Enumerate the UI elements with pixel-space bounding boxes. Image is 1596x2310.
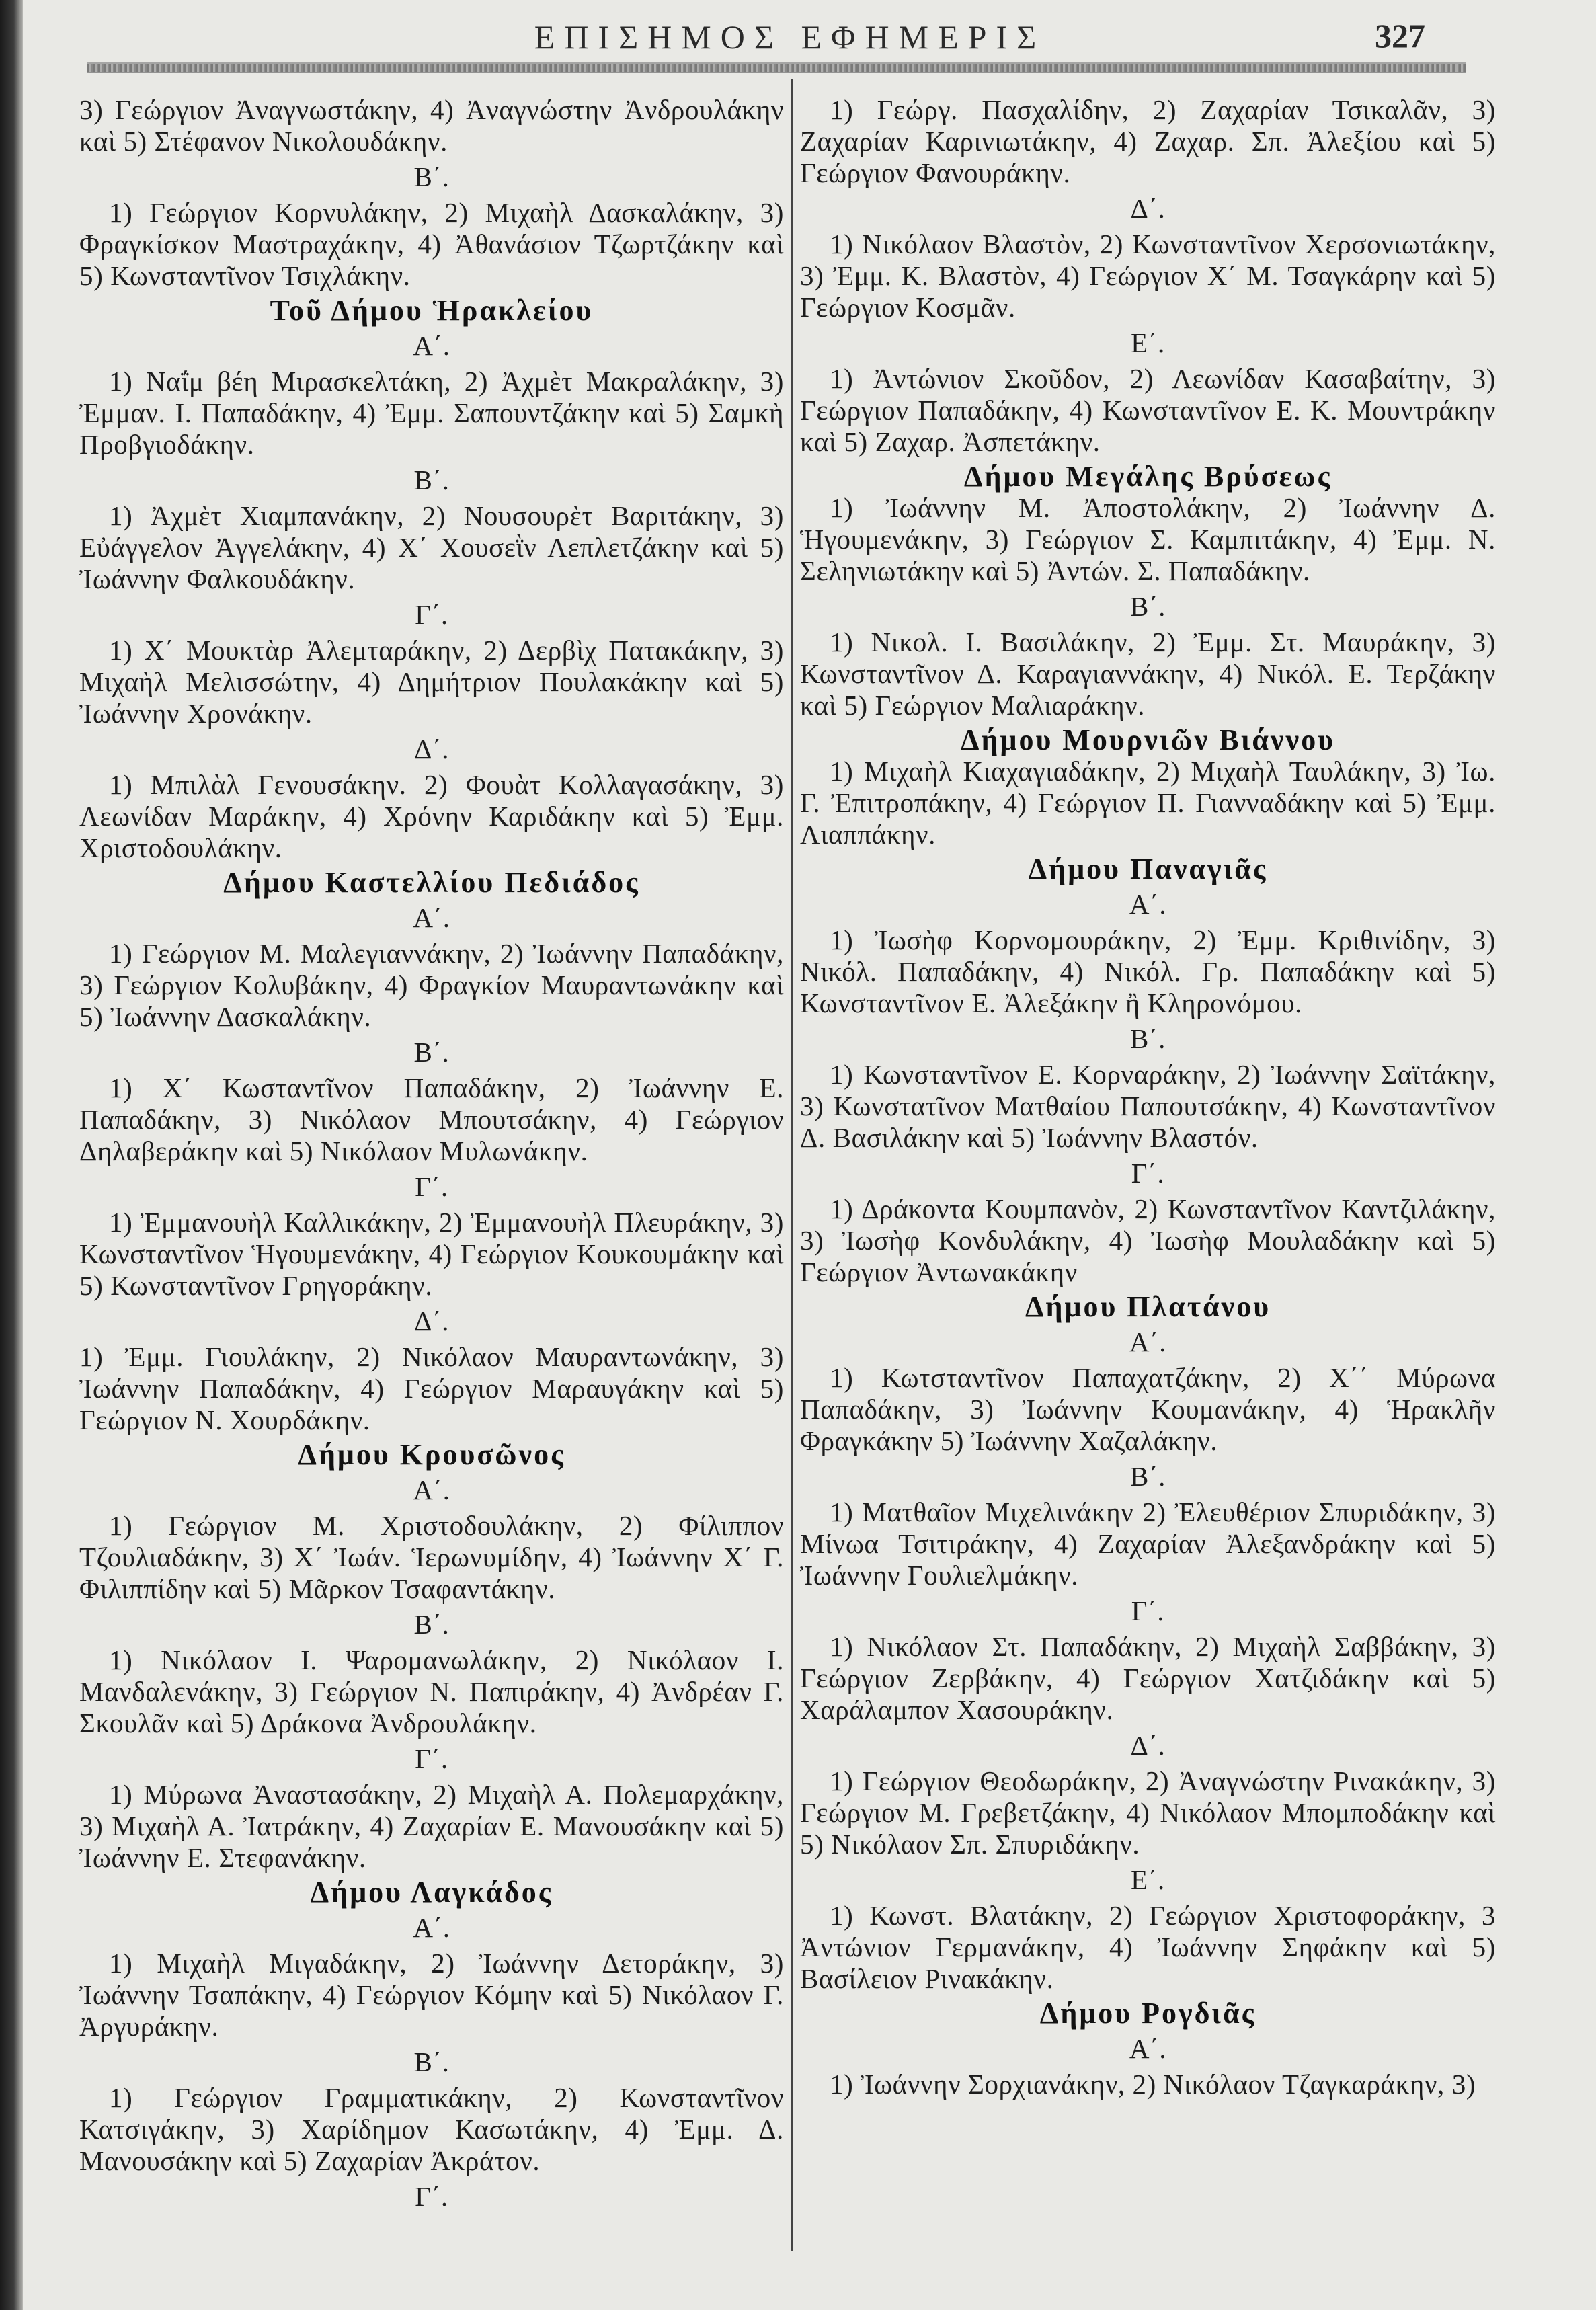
section-letter: Β΄. [413,2046,450,2077]
section-letter: Δ΄. [1130,1730,1166,1761]
municipality-heading: Δήμου Μουρνιῶν Βιάννου [960,723,1336,756]
section-letter: Β΄. [1129,1023,1166,1054]
nominee-paragraph: 1) Ἐμμανουὴλ Καλλικάκην, 2) Ἐμμανουὴλ Πλευράκην, 3) Κωνσταντῖνον Ἡγουμενάκην, 4) Γεώργιον Κουκουμάκην καὶ 5) Κωνσταντῖνον Γρηγοράκην. [79,1207,784,1301]
section-letter: Δ΄. [413,1306,450,1337]
municipality-heading: Τοῦ Δήμου Ἡρακλείου [270,294,594,327]
header-ornamental-rule [87,62,1466,73]
nominee-paragraph: 1) Γεώργιον Κορνυλάκην, 2) Μιχαὴλ Δασκαλάκην, 3) Φραγκίσκον Μαστραχάκην, 4) Ἀθανάσιον Τζωρτζάκην καὶ 5) Κωνσταντῖνον Τσιχλάκην. [79,197,784,291]
section-letter: Α΄. [1129,2033,1167,2064]
section-letter: Δ΄. [1130,193,1166,224]
section-letter: Δ΄. [413,733,450,764]
section-letter: Γ΄. [1131,1158,1165,1189]
nominee-paragraph: 3) Γεώργιον Ἀναγνωστάκην, 4) Ἀναγνώστην Ἀνδρουλάκην καὶ 5) Στέφανον Νικολουδάκην. [79,94,784,157]
page-header [81,12,1499,59]
right-column [800,94,1496,2103]
nominee-paragraph: 1) Ματθαῖον Μιχελινάκην 2) Ἐλευθέριον Σπυριδάκην, 3) Μίνωα Τσιτιράκην, 4) Ζαχαρίαν Ἀλεξανδράκην καὶ 5) Ἰωάννην Γουλιελμάκην. [800,1497,1496,1591]
gazette-title: ΕΠΙΣΗΜΟΣ ΕΦΗΜΕΡΙΣ [534,18,1046,56]
nominee-paragraph: 1) Ἰωσὴφ Κορνομουράκην, 2) Ἐμμ. Κριθινίδην, 3) Νικόλ. Παπαδάκην, 4) Νικόλ. Γρ. Παπαδάκην καὶ 5) Κωνσταντῖνον Ε. Ἀλεξάκην ἢ Κληρονόμου. [800,924,1496,1019]
section-letter: Β΄. [413,1609,450,1640]
page-number: 327 [1375,17,1425,54]
section-letter: Β΄. [1129,591,1166,622]
section-letter: Α΄. [413,330,450,361]
nominee-paragraph: 1) Μιχαὴλ Κιαχαγιαδάκην, 2) Μιχαὴλ Ταυλάκην, 3) Ἰω. Γ. Ἐπιτροπάκην, 4) Γεώργιον Π. Γιανναδάκην καὶ 5) Ἐμμ. Λιαππάκην. [800,756,1496,850]
section-letter: Α΄. [1129,1326,1167,1357]
section-letter: Ε΄. [1131,1864,1165,1895]
municipality-heading: Δήμου Λαγκάδος [310,1876,553,1909]
section-letter: Α΄. [413,1912,450,1943]
municipality-heading: Δήμου Πλατάνου [1025,1290,1271,1323]
section-letter: Α΄. [413,902,450,933]
nominee-paragraph: 1) Νικόλαον Στ. Παπαδάκην, 2) Μιχαὴλ Σαββάκην, 3) Γεώργιον Ζερβάκην, 4) Γεώργιον Χατζιδάκην καὶ 5) Χαράλαμπον Χασουράκην. [800,1631,1496,1725]
left-column [79,94,784,2217]
municipality-heading: Δήμου Ρογδιᾶς [1039,1997,1256,2030]
nominee-paragraph: 1) Ἀντώνιον Σκοῦδον, 2) Λεωνίδαν Κασαβαίτην, 3) Γεώργιον Παπαδάκην, 4) Κωνσταντῖνον Ε. Κ. Μουντράκην καὶ 5) Ζαχαρ. Ἀσπετάκην. [800,363,1496,457]
municipality-heading: Δήμου Καστελλίου Πεδιάδος [223,866,640,899]
nominee-paragraph: 1) Κωνστ. Βλατάκην, 2) Γεώργιον Χριστοφοράκην, 3 Ἀντώνιον Γερμανάκην, 4) Ἰωάννην Σηφάκην καὶ 5) Βασίλειον Ριναкάκην. [800,1900,1496,1994]
municipality-heading: Δήμου Κρουσῶνος [298,1438,565,1471]
section-letter: Β΄. [413,1037,450,1068]
nominee-paragraph: 1) Γεώργιον Θεοδωράκην, 2) Ἀναγνώστην Ρινακάκην, 3) Γεώργιον Μ. Γρεβετζάκην, 4) Νικόλαον Μπομποδάκην καὶ 5) Νικόλαον Σπ. Σπυριδάκην. [800,1765,1496,1860]
nominee-paragraph: 1) Κωτσταντῖνον Παπαχατζάκην, 2) Χ΄΄ Μύρωνα Παπαδάκην, 3) Ἰωάννην Κουμανάκην, 4) Ἡρακλῆν Φραγκάκην 5) Ἰωάννην Χαζαλάκην. [800,1362,1496,1456]
nominee-paragraph: 1) Νικόλαον Βλαστὸν, 2) Κωνσταντῖνον Χερσονιωτάκην, 3) Ἐμμ. Κ. Βλαστὸν, 4) Γεώργιον Χ΄ Μ. Τσαγκάρην καὶ 5) Γεώργιον Κοσμᾶν. [800,229,1496,323]
section-letter: Β΄. [413,465,450,495]
section-letter: Γ΄. [415,1743,448,1774]
nominee-paragraph: 1) Χ΄ Μουκτὰρ Ἀλεμταράκην, 2) Δερβὶχ Πατακάκην, 3) Μιχαὴλ Μελισσώτην, 4) Δημήτριον Πουλακάκην καὶ 5) Ἰωάννην Χρονάκην. [79,635,784,729]
section-letter: Α΄. [1129,889,1167,920]
nominee-paragraph: 1) Ἀχμὲτ Χιαμπανάκην, 2) Νουσουρὲτ Βαριτάκην, 3) Εὐάγγελον Ἀγγελάκην, 4) Χ΄ Χουσεῒν Λεπλετζάκην καὶ 5) Ἰωάννην Φαλκουδάκην. [79,500,784,594]
municipality-heading: Δήμου Μεγάλης Βρύσεως [963,460,1332,493]
nominee-paragraph: 1) Δράκοντα Κουμπανὸν, 2) Κωνσταντῖνον Καντζιλάκην, 3) Ἰωσὴφ Κονδυλάκην, 4) Ἰωσὴφ Μουλαδάκην καὶ 5) Γεώργιον Ἀντωνακάκην [800,1193,1496,1287]
section-letter: Ε΄. [1131,327,1165,358]
nominee-paragraph: 1) Ἐμμ. Γιουλάκην, 2) Νικόλαον Μαυραντωνάκην, 3) Ἰωάννην Παπαδάκην, 4) Γεώργιον Μαραυγάκην καὶ 5) Γεώργιον Ν. Χουρδάκην. [79,1341,784,1435]
section-letter: Γ΄. [415,2181,448,2212]
nominee-paragraph: 1) Μπιλὰλ Γενουσάκην. 2) Φουὰτ Κολλαγασάκην, 3) Λεωνίδαν Μαράκην, 4) Χρόνην Καριδάκην καὶ 5) Ἐμμ. Χριστοδουλάκην. [79,769,784,863]
scan-dark-edge [0,0,23,2310]
nominee-paragraph: 1) Νικολ. Ι. Βασιλάκην, 2) Ἐμμ. Στ. Μαυράκην, 3) Κωνσταντῖνον Δ. Καραγιαννάκην, 4) Νικόλ. Ε. Τερζάκην καὶ 5) Γεώργιον Μαλιαράκην. [800,627,1496,721]
nominee-paragraph: 1) Ἰωάννην Σορχιανάκην, 2) Νικόλαον Τζαγκαράκην, 3) [830,2069,1476,2100]
nominee-paragraph: 1) Γεώργιον Γραμματικάκην, 2) Κωνσταντῖνον Κατσιγάκην, 3) Χαρίδημον Κασωτάκην, 4) Ἐμμ. Δ. Μανουσάκην καὶ 5) Ζαχαρίαν Ἀκράτον. [79,2082,784,2176]
municipality-heading: Δήμου Παναγιᾶς [1028,852,1268,885]
nominee-paragraph: 1) Μύρωνα Ἀναστασάκην, 2) Μιχαὴλ Α. Πολεμαρχάκην, 3) Μιχαὴλ Α. Ἰατράκην, 4) Ζαχαρίαν Ε. Μανουσάκην καὶ 5) Ἰωάννην Ε. Στεφανάκην. [79,1779,784,1873]
section-letter: Β΄. [1129,1461,1166,1492]
nominee-paragraph: 1) Γεώργιον Μ. Χριστοδουλάκην, 2) Φίλιππον Τζουλιαδάκην, 3) Χ΄ Ἰωάν. Ἱερωνυμίδην, 4) Ἰωάννην Χ΄ Γ. Φιλιππίδην καὶ 5) Μᾶρκον Τσαφαντάκην. [79,1510,784,1604]
section-letter: Γ΄. [415,1171,448,1202]
nominee-paragraph: 1) Κωνσταντῖνον Ε. Κορναράκην, 2) Ἰωάννην Σαϊτάκην, 3) Κωνστατῖνον Ματθαίου Παπουτσάκην, 4) Κωνσταντῖνον Δ. Βασιλάκην καὶ 5) Ἰωάννην Βλαστόν. [800,1059,1496,1153]
section-letter: Β΄. [413,161,450,192]
section-letter: Γ΄. [1131,1595,1165,1626]
nominee-paragraph: 1) Νικόλαον Ι. Ψαρομανωλάκην, 2) Νικόλαον Ι. Μανδαλενάκην, 3) Γεώργιον Ν. Παπιράκην, 4) Ἀνδρέαν Γ. Σκουλᾶν καὶ 5) Δράκονα Ἀνδρουλάκην. [79,1644,784,1739]
nominee-paragraph: 1) Ἰωάννην Μ. Ἀποστολάκην, 2) Ἰωάννην Δ. Ἡγουμενάκην, 3) Γεώργιον Σ. Καμπιτάκην, 4) Ἐμμ. Ν. Σεληνιωτάκην καὶ 5) Ἀντών. Σ. Παπαδάκην. [800,492,1496,586]
section-letter: Α΄. [413,1474,450,1505]
column-divider [791,79,793,2251]
nominee-paragraph: 1) Γεώργιον Μ. Μαλεγιαννάκην, 2) Ἰωάννην Παπαδάκην, 3) Γεώργιον Κολυβάκην, 4) Φραγκίον Μαυραντωνάκην καὶ 5) Ἰωάννην Δασκαλάκην. [79,938,784,1032]
nominee-paragraph: 1) Ναΐμ βέη Μιρασκελτάκη, 2) Ἀχμὲτ Μακραλάκην, 3) Ἐμμαν. Ι. Παπαδάκην, 4) Ἐμμ. Σαπουντζάκην καὶ 5) Σαμκὴ Προβγιοδάκην. [79,366,784,460]
nominee-paragraph: 1) Γεώργ. Πασχαλίδην, 2) Ζαχαρίαν Τσικαλᾶν, 3) Ζαχαρίαν Καρινιωτάκην, 4) Ζαχαρ. Σπ. Ἀλεξίου καὶ 5) Γεώργιον Φανουράκην. [800,94,1496,188]
nominee-paragraph: 1) Χ΄ Κωσταντῖνον Παπαδάκην, 2) Ἰωάννην Ε. Παπαδάκην, 3) Νικόλαον Μπουτσάκην, 4) Γεώργιον Δηλαβεράκην καὶ 5) Νικόλαον Μυλωνάκην. [79,1072,784,1166]
nominee-paragraph: 1) Μιχαὴλ Μιγαδάκην, 2) Ἰωάννην Δετοράκην, 3) Ἰωάννην Τσαπάκην, 4) Γεώργιον Κόμην καὶ 5) Νικόλαον Γ. Ἀργυράκην. [79,1948,784,2042]
section-letter: Γ΄. [415,599,448,630]
